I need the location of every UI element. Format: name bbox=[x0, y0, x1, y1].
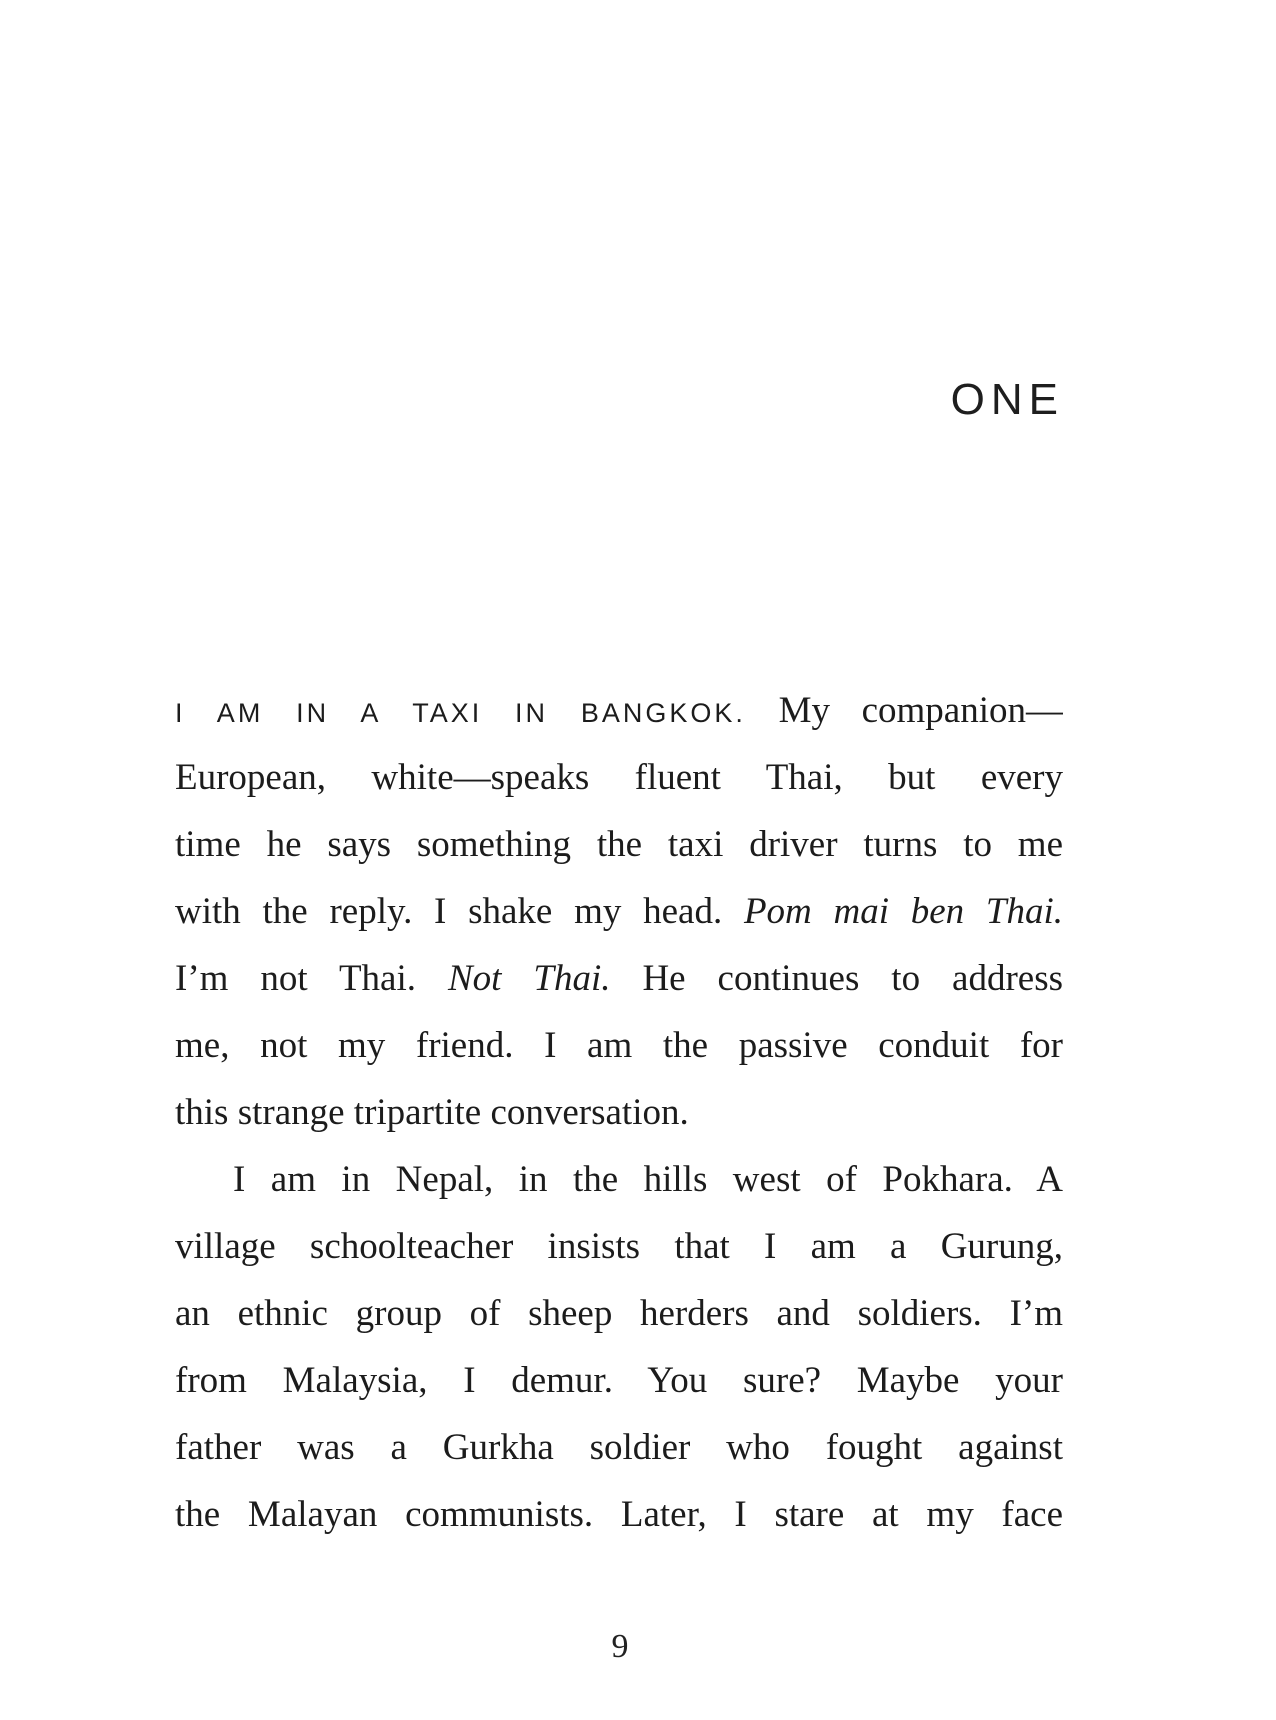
text-run: with the reply. I shake my head. bbox=[175, 891, 744, 932]
text-line bbox=[175, 1146, 1063, 1213]
text-line bbox=[175, 945, 1063, 1012]
chapter-heading: ONE bbox=[950, 375, 1064, 424]
text-line bbox=[175, 878, 1063, 945]
text-line bbox=[175, 1414, 1063, 1481]
text-line bbox=[175, 1012, 1063, 1079]
text-line bbox=[175, 677, 1063, 744]
text-run: me, not my friend. I am the passive conduit for bbox=[175, 1025, 1063, 1066]
body-text bbox=[175, 677, 1063, 1548]
text-run: time he says something the taxi driver turns to me bbox=[175, 824, 1063, 865]
text-run: European, white—speaks fluent Thai, but every bbox=[175, 757, 1063, 798]
text-run: My companion— bbox=[778, 690, 1063, 731]
paragraph bbox=[175, 1146, 1063, 1548]
text-run: from Malaysia, I demur. You sure? Maybe your bbox=[175, 1360, 1063, 1401]
text-run: I’m not Thai. bbox=[175, 958, 448, 999]
text-run: an ethnic group of sheep herders and soldiers. I’m bbox=[175, 1293, 1063, 1334]
text-run: I am in Nepal, in the hills west of Pokhara. A bbox=[233, 1159, 1063, 1200]
text-line bbox=[175, 1280, 1063, 1347]
page-number: 9 bbox=[611, 1628, 629, 1665]
text-run: the Malayan communists. Later, I stare at my face bbox=[175, 1494, 1063, 1535]
text-run: father was a Gurkha soldier who fought against bbox=[175, 1427, 1063, 1468]
text-line bbox=[175, 811, 1063, 878]
italic-text: Pom mai ben Thai. bbox=[743, 891, 1063, 932]
text-run: He continues to address bbox=[610, 958, 1063, 999]
paragraph bbox=[175, 677, 1063, 1146]
run-in-heading: I AM IN A TAXI IN BANGKOK. bbox=[175, 698, 779, 728]
text-run: this strange tripartite conversation. bbox=[175, 1092, 689, 1133]
text-line bbox=[175, 1213, 1063, 1280]
text-line bbox=[175, 1481, 1063, 1548]
text-run: village schoolteacher insists that I am a Gurung, bbox=[175, 1226, 1063, 1267]
italic-text: Not Thai. bbox=[447, 958, 611, 999]
text-line bbox=[175, 1079, 1063, 1146]
text-line bbox=[175, 744, 1063, 811]
text-line bbox=[175, 1347, 1063, 1414]
